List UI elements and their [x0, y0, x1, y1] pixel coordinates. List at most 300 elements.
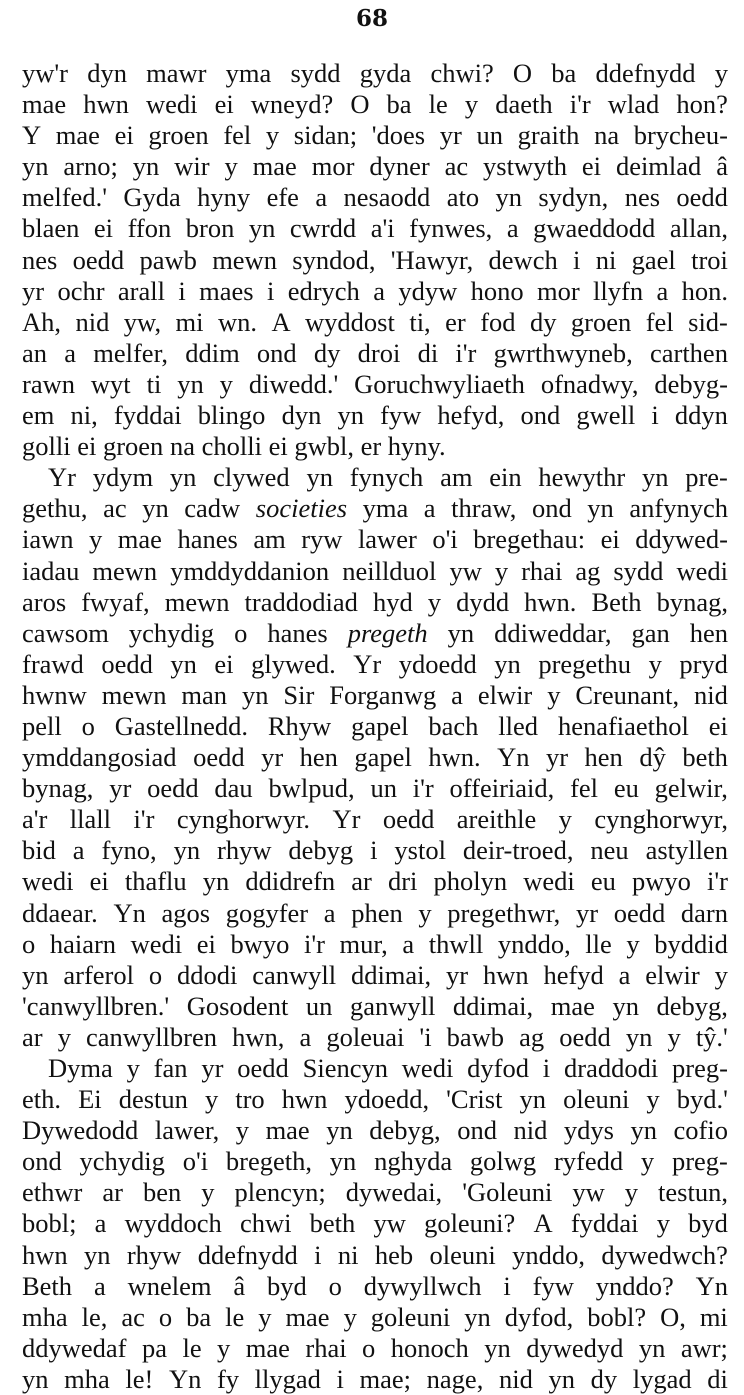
word: yw	[449, 555, 482, 586]
word: sidan;	[293, 120, 358, 151]
word: mae	[117, 524, 162, 555]
word: mae	[265, 1115, 310, 1146]
word: ar	[102, 1177, 123, 1208]
word: a	[451, 679, 463, 710]
word: bwlpud,	[268, 773, 355, 804]
word: cynghorwyr.	[176, 804, 311, 835]
word: pryd	[679, 648, 728, 679]
word: mae	[252, 151, 297, 182]
word: eu	[590, 866, 616, 897]
word: syndod,	[292, 244, 376, 275]
text-line	[22, 835, 728, 866]
word: o'i	[182, 1146, 209, 1177]
word: lygad	[632, 1363, 692, 1394]
word: iadau	[22, 555, 80, 586]
word: di	[707, 1363, 728, 1394]
word: Beth	[22, 1270, 73, 1301]
word: yn	[248, 213, 276, 244]
word: le	[182, 1332, 202, 1363]
word: heb	[374, 1239, 414, 1270]
word: ddodi	[176, 959, 238, 990]
word: yn	[337, 400, 364, 431]
word: carthen	[649, 337, 728, 368]
word: awr;	[680, 1332, 728, 1363]
word: 'Hawyr,	[390, 244, 474, 275]
word: yr	[575, 897, 599, 928]
word: er	[445, 306, 466, 337]
text-line	[22, 58, 728, 89]
word: bron	[185, 213, 235, 244]
word: cholli	[201, 431, 269, 462]
word: brycheu-	[633, 120, 728, 151]
text-line	[22, 369, 728, 400]
word: wedi	[130, 928, 183, 959]
word: Goruchwyliaeth	[354, 368, 525, 399]
word: wyt	[90, 368, 131, 399]
word: ei	[93, 213, 114, 244]
word: pa	[141, 1332, 167, 1363]
word: y	[648, 648, 662, 679]
word: nghyda	[374, 1146, 453, 1177]
word: y	[418, 897, 432, 928]
word: mawr	[146, 58, 207, 88]
word: yw'r	[22, 58, 68, 88]
word: fyddai	[113, 400, 182, 431]
word: ni	[595, 244, 617, 275]
word: oedd	[101, 648, 153, 679]
word: ato	[446, 182, 480, 213]
word: ddefnydd	[197, 1239, 298, 1270]
word: ryfedd	[553, 1146, 624, 1177]
text-line	[22, 307, 728, 338]
word: y	[235, 1115, 250, 1146]
word: oedd	[613, 897, 666, 928]
word: canwyllbren	[86, 1021, 218, 1052]
word: dywedyd	[526, 1332, 624, 1363]
word: aros	[22, 586, 67, 617]
word: elwir	[645, 959, 700, 990]
word: ei	[708, 710, 728, 741]
word: na	[594, 120, 620, 151]
word: arall	[117, 275, 165, 306]
word: debyg,	[369, 1115, 441, 1146]
word: 'i	[419, 1021, 432, 1052]
word: ag	[575, 555, 601, 586]
word: yn	[641, 462, 669, 493]
word: hyny	[197, 182, 251, 213]
text-line	[22, 556, 728, 587]
word: ar	[351, 866, 372, 897]
word: un	[305, 990, 333, 1021]
word: bawb	[446, 1021, 505, 1052]
text-line	[22, 711, 728, 742]
word: wnelem	[127, 1270, 212, 1301]
word: i	[370, 835, 378, 866]
word: dywedai,	[345, 1177, 443, 1208]
word: a	[423, 493, 436, 524]
word: tŷ.'	[695, 1021, 728, 1052]
word: dau	[214, 773, 253, 804]
word: fy	[216, 1363, 240, 1394]
word: yn	[630, 1115, 657, 1146]
word: i'r	[569, 89, 591, 120]
text-line	[22, 649, 728, 680]
word: dri	[387, 866, 418, 897]
word: wedi	[676, 555, 728, 586]
word: â	[233, 1270, 246, 1301]
word: mae	[22, 89, 67, 120]
word: bid	[22, 835, 56, 866]
word: man	[181, 679, 228, 710]
word: i'r	[707, 866, 728, 897]
word: neu	[590, 835, 629, 866]
word: debyg-	[654, 368, 728, 399]
word: ti	[146, 368, 162, 399]
word: fel	[570, 773, 599, 804]
text-line	[22, 1208, 728, 1239]
word: i'r	[133, 804, 155, 835]
word: Creunant,	[575, 679, 680, 710]
word: yr	[439, 120, 462, 151]
word: a'i	[370, 213, 395, 244]
word: Ah,	[22, 306, 62, 337]
word: gelwir,	[654, 773, 728, 804]
word: ond	[22, 1146, 62, 1177]
word: dyn	[281, 400, 322, 431]
word: ei	[114, 120, 134, 151]
word: ystwyth	[483, 151, 567, 182]
word: wlad	[607, 89, 660, 120]
word: bach	[428, 710, 479, 741]
word: preg-	[671, 1146, 728, 1177]
word: Rhyw	[267, 710, 332, 741]
word: y	[57, 1021, 71, 1052]
word: hwn	[482, 959, 529, 990]
word: nesaodd	[343, 182, 431, 213]
word: oedd	[72, 244, 125, 275]
text-line	[22, 1115, 728, 1146]
word: blingo	[197, 400, 266, 431]
word: wneyd?	[250, 89, 334, 120]
word: cwrdd	[289, 213, 357, 244]
word: a	[402, 928, 415, 959]
word: yr	[261, 742, 284, 773]
word: y	[217, 1332, 231, 1363]
word: fyddai	[570, 1208, 639, 1239]
word: bynag,	[22, 773, 94, 804]
word: deimlad	[615, 151, 702, 182]
word: gogyfer	[225, 897, 309, 928]
word: societies	[255, 493, 348, 524]
word: haiarn	[49, 928, 117, 959]
word: ac	[121, 1301, 145, 1332]
word: golwg	[469, 1146, 537, 1177]
word: ymddyddanion	[170, 555, 330, 586]
word: mewn	[212, 244, 277, 275]
word: am	[440, 462, 473, 493]
word: ymddangosiad	[22, 742, 177, 773]
word: dewch	[488, 244, 558, 275]
word: wyddoch	[124, 1208, 222, 1239]
word: y	[714, 959, 728, 990]
word: Beth	[591, 586, 642, 617]
word: ag	[519, 1021, 545, 1052]
word: droi	[357, 337, 401, 368]
word: ond	[520, 400, 561, 431]
word: goleuni	[370, 1301, 451, 1332]
word: ac	[103, 493, 127, 524]
word: bwyo	[230, 928, 290, 959]
word: O	[512, 58, 533, 88]
word: y	[646, 1084, 660, 1115]
word: honoch	[390, 1332, 469, 1363]
word: a	[299, 1021, 312, 1052]
word: y	[201, 1177, 215, 1208]
word: mewn	[92, 555, 158, 586]
word: beth	[682, 742, 728, 773]
word: mae	[550, 990, 595, 1021]
word: dyner	[369, 151, 430, 182]
word: chwi?	[430, 58, 494, 88]
word: ofnadwy,	[540, 368, 639, 399]
word: groen	[148, 120, 209, 151]
word: Yn	[695, 1270, 728, 1301]
text-line	[22, 276, 728, 307]
text-line	[22, 680, 728, 711]
word: ddidrefn	[245, 866, 336, 897]
word: i	[542, 1053, 551, 1083]
text-line	[22, 431, 728, 462]
word: mha	[22, 1301, 68, 1332]
word: rhyw	[217, 835, 272, 866]
word: a	[64, 337, 77, 368]
word: hwn	[83, 89, 129, 120]
word: y	[464, 89, 479, 120]
word: ein	[489, 462, 522, 493]
word: sydd	[290, 58, 341, 88]
word: oedd	[676, 182, 728, 213]
word: gwrthwyneb,	[493, 337, 633, 368]
word: testun,	[658, 1177, 728, 1208]
word: lawer	[357, 524, 417, 555]
word: em	[22, 400, 55, 431]
word: llyfn	[593, 275, 644, 306]
word: fel	[223, 120, 252, 151]
word: mewn	[164, 586, 230, 617]
word: Yn	[168, 1363, 202, 1394]
word: ddywed-	[635, 524, 728, 555]
word: gan	[631, 617, 670, 648]
word: golli	[22, 431, 78, 462]
word: gwbl,	[294, 431, 361, 462]
word: rawn	[22, 368, 75, 399]
word: darn	[680, 897, 728, 928]
word: goleuni?	[424, 1208, 516, 1239]
word: pregethwr,	[447, 897, 561, 928]
word: hwn,	[232, 1021, 285, 1052]
word: o	[234, 617, 248, 648]
word: er	[360, 431, 388, 462]
word: fynych	[349, 462, 424, 493]
word: traddodiad	[244, 586, 358, 617]
text-line	[22, 213, 728, 244]
word: glywed.	[251, 648, 336, 679]
word: y	[624, 1177, 639, 1208]
word: preg-	[672, 1053, 728, 1083]
word: a	[373, 275, 385, 306]
word: ar	[22, 1021, 43, 1052]
word: Sir	[283, 679, 315, 710]
word: Siencyn	[302, 1053, 388, 1083]
word: ochr	[57, 275, 105, 306]
word: di	[417, 337, 439, 368]
word: anfynych	[629, 493, 728, 524]
word: byd	[688, 1208, 728, 1239]
word: dyn	[87, 58, 127, 88]
text-line	[22, 804, 728, 835]
word: dy	[529, 306, 557, 337]
word: i'r	[303, 928, 325, 959]
text-line	[22, 991, 728, 1022]
word: yn	[22, 151, 49, 182]
word: le	[225, 1301, 245, 1332]
word: 'does	[371, 120, 426, 151]
word: hwn	[22, 1239, 68, 1270]
word: llygad	[254, 1363, 321, 1394]
word: pregethu	[538, 648, 632, 679]
word: byd	[266, 1270, 307, 1301]
word: ei	[214, 648, 234, 679]
text-line	[22, 1333, 728, 1364]
word: y	[219, 368, 233, 399]
word: sydyn,	[538, 182, 609, 213]
word: ynddo,	[497, 928, 571, 959]
word: nid	[694, 679, 728, 710]
word: Dywedodd	[22, 1115, 139, 1146]
word: blaen	[22, 213, 80, 244]
word: dywedwch?	[601, 1239, 728, 1270]
word: ba	[386, 89, 412, 120]
word: a	[93, 1270, 106, 1301]
word: frawd	[22, 648, 84, 679]
word: an	[22, 337, 48, 368]
word: ydys	[563, 1115, 614, 1146]
text-line	[22, 1084, 728, 1115]
word: dy	[590, 1363, 618, 1394]
word: fwyaf,	[81, 586, 150, 617]
word: wyddost	[305, 306, 395, 337]
word: nes	[22, 244, 58, 275]
word: pwyo	[632, 866, 691, 897]
word: wir	[174, 151, 210, 182]
text-line	[22, 960, 728, 991]
text-line	[22, 866, 728, 897]
word: lle	[585, 928, 612, 959]
word: o	[148, 959, 163, 990]
word: y	[343, 1301, 357, 1332]
word: y	[626, 928, 640, 959]
word: hewythr	[538, 462, 626, 493]
word: y	[126, 1053, 140, 1083]
word: fyno,	[101, 835, 157, 866]
word: le	[428, 89, 448, 120]
word: o	[362, 1332, 376, 1363]
word: yn	[495, 182, 522, 213]
word: canwyll	[252, 959, 337, 990]
word: ystol	[394, 835, 446, 866]
word: Yr	[353, 648, 382, 679]
word: dydd	[456, 586, 510, 617]
word: dyfod,	[504, 1301, 574, 1332]
word: graith	[517, 120, 580, 151]
word: edrych	[287, 275, 360, 306]
word: nes	[624, 182, 661, 213]
word: nid	[513, 1115, 548, 1146]
word: ei	[268, 431, 295, 462]
word: areithle	[456, 804, 537, 835]
word: ddiweddar,	[494, 617, 612, 648]
word: yr	[22, 275, 45, 306]
word: ei	[214, 89, 234, 120]
word: yma	[362, 493, 409, 524]
word: maes	[199, 275, 254, 306]
text-line	[22, 182, 728, 213]
word: yn	[132, 151, 160, 182]
text-line	[22, 1177, 728, 1208]
word: efe	[266, 182, 299, 213]
word: Yn	[113, 897, 146, 928]
word: mae	[245, 1332, 290, 1363]
word: iawn	[22, 524, 74, 555]
word: y	[714, 58, 728, 88]
word: ganwyll	[349, 990, 436, 1021]
word: i	[503, 1270, 511, 1301]
text-line	[22, 1053, 728, 1084]
word: hwn.	[428, 742, 481, 773]
word: mae	[55, 120, 100, 151]
word: hen	[689, 617, 728, 648]
word: i	[178, 275, 186, 306]
word: a'r	[22, 804, 48, 835]
word: pawb	[139, 244, 197, 275]
text-line	[22, 773, 728, 804]
word: O,	[660, 1301, 686, 1332]
word: hwn.	[524, 586, 577, 617]
word: o	[158, 1301, 173, 1332]
text-line	[22, 89, 728, 120]
word: y	[640, 1146, 655, 1177]
word: Yn	[497, 742, 530, 773]
word: dy	[313, 337, 341, 368]
word: mor	[311, 151, 355, 182]
word: i	[651, 400, 659, 431]
word: yn	[548, 1363, 575, 1394]
word: oedd	[559, 1021, 611, 1052]
word: mor	[536, 275, 580, 306]
word: hen	[299, 742, 338, 773]
word: hon.	[681, 275, 728, 306]
word: yn	[484, 1332, 511, 1363]
word: ydoedd	[398, 648, 477, 679]
word: hwnw	[22, 679, 87, 710]
word: yn	[638, 1332, 666, 1363]
word: ond	[531, 493, 572, 524]
word: dŷ	[639, 742, 666, 773]
text-line	[22, 587, 728, 618]
word: plencyn;	[234, 1177, 326, 1208]
word: hon?	[676, 89, 728, 120]
word: dywyllwch	[363, 1270, 482, 1301]
